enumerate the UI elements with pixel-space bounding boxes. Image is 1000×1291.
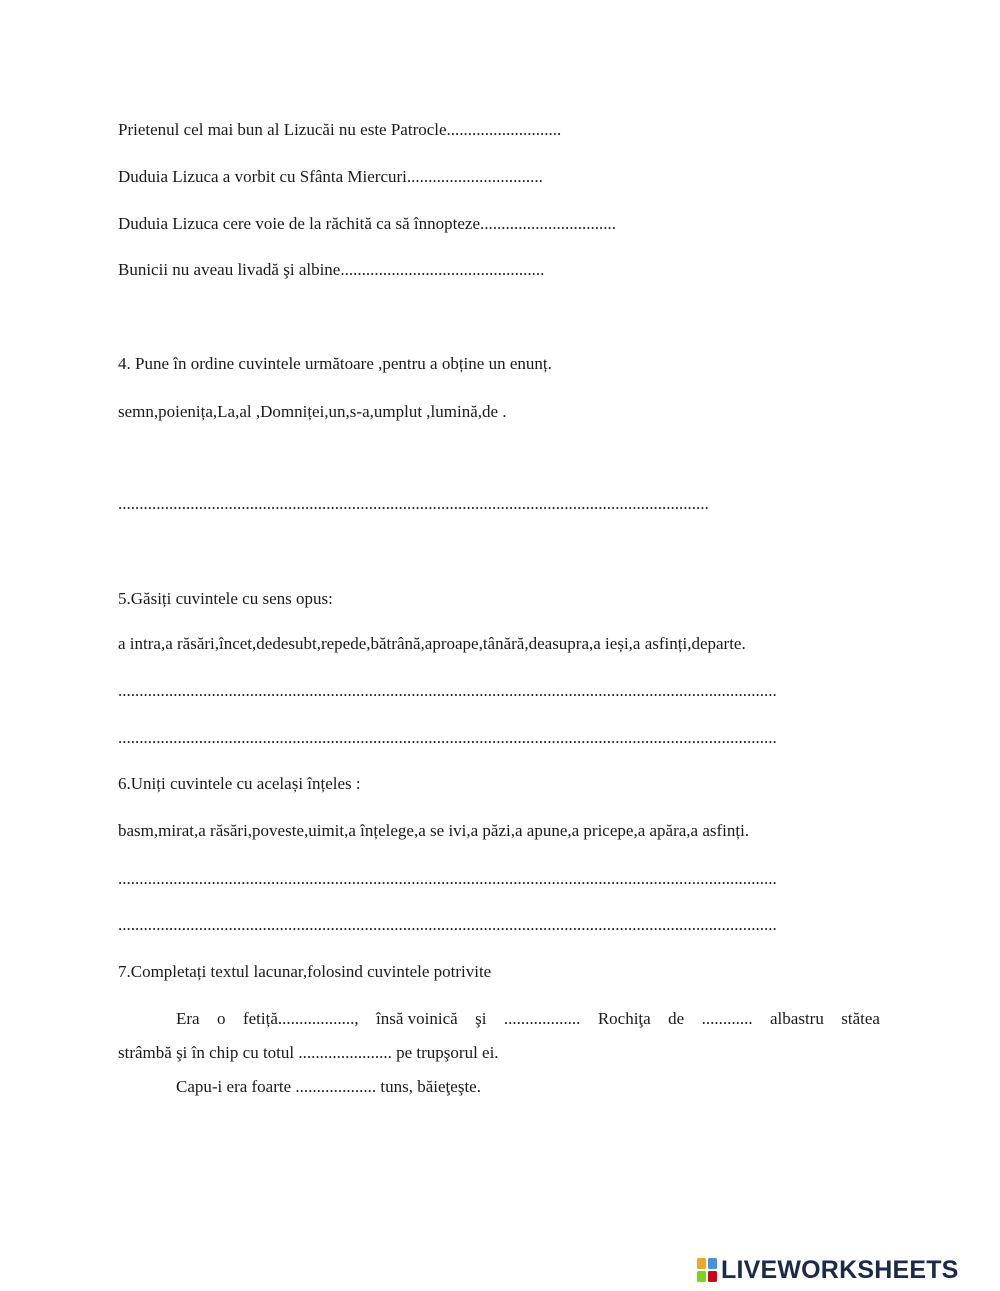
q7-word: o <box>217 1009 226 1028</box>
q5-answer-line-1[interactable]: ........................................................................................................................................................... <box>118 681 777 700</box>
q7-text-line-2: strâmbă şi în chip cu totul ...................... pe trupşorul ei. <box>118 1043 499 1062</box>
q7-word: Rochiţa <box>597 1009 651 1028</box>
q4-title: 4. Pune în ordine cuvintele următoare ,pentru a obține un enunț. <box>118 354 552 373</box>
q7-word: şi <box>475 1009 487 1028</box>
statement-4: Bunicii nu aveau livadă şi albine................................................ <box>118 260 545 279</box>
q7-title: 7.Completați textul lacunar,folosind cuvintele potrivite <box>118 962 492 981</box>
q7-word: albastru <box>770 1009 824 1028</box>
q4-answer-line[interactable]: ........................................................................................................................................... <box>118 494 709 513</box>
q7-text-line-3: Capu-i era foarte ................... tuns, băieţeşte. <box>176 1077 481 1096</box>
statement-2: Duduia Lizuca a vorbit cu Sfânta Miercuri................................ <box>118 167 543 186</box>
q5-title: 5.Găsiți cuvintele cu sens opus: <box>118 589 333 608</box>
liveworksheets-mark-icon <box>697 1258 717 1282</box>
q4-words: semn,poienița,La,al ,Domniței,un,s-a,umplut ,lumină,de . <box>118 402 507 421</box>
statement-1: Prietenul cel mai bun al Lizucăi nu este Patrocle........................... <box>118 120 562 139</box>
q7-word: de <box>668 1009 685 1028</box>
q7-text-line-1 <box>176 1008 880 1030</box>
liveworksheets-logo <box>697 1256 959 1284</box>
q6-title: 6.Uniți cuvintele cu același înțeles : <box>118 774 361 793</box>
logo-text: LIVEWORKSHEETS <box>721 1255 959 1284</box>
q7-word: însă voinică <box>376 1009 458 1028</box>
q6-answer-line-1[interactable]: ........................................................................................................................................................... <box>118 869 777 888</box>
q7-blank[interactable]: ............ <box>701 1009 753 1028</box>
q5-words: a intra,a răsări,încet,dedesubt,repede,bătrână,aproape,tânără,deasupra,a ieși,a asfinți,departe. <box>118 634 746 653</box>
statement-3: Duduia Lizuca cere voie de la răchită ca să înnopteze................................ <box>118 214 616 233</box>
q7-word: Era <box>176 1009 200 1028</box>
q5-answer-line-2[interactable]: ........................................................................................................................................................... <box>118 728 777 747</box>
q6-answer-line-2[interactable]: ........................................................................................................................................................... <box>118 915 777 934</box>
q6-words: basm,mirat,a răsări,poveste,uimit,a înțelege,a se ivi,a păzi,a apune,a pricepe,a apăra,a asfinți. <box>118 821 750 840</box>
q7-blank[interactable]: .................. <box>503 1009 581 1028</box>
q7-blank[interactable]: fetiță.................., <box>242 1009 359 1028</box>
q7-word: stătea <box>841 1009 880 1028</box>
